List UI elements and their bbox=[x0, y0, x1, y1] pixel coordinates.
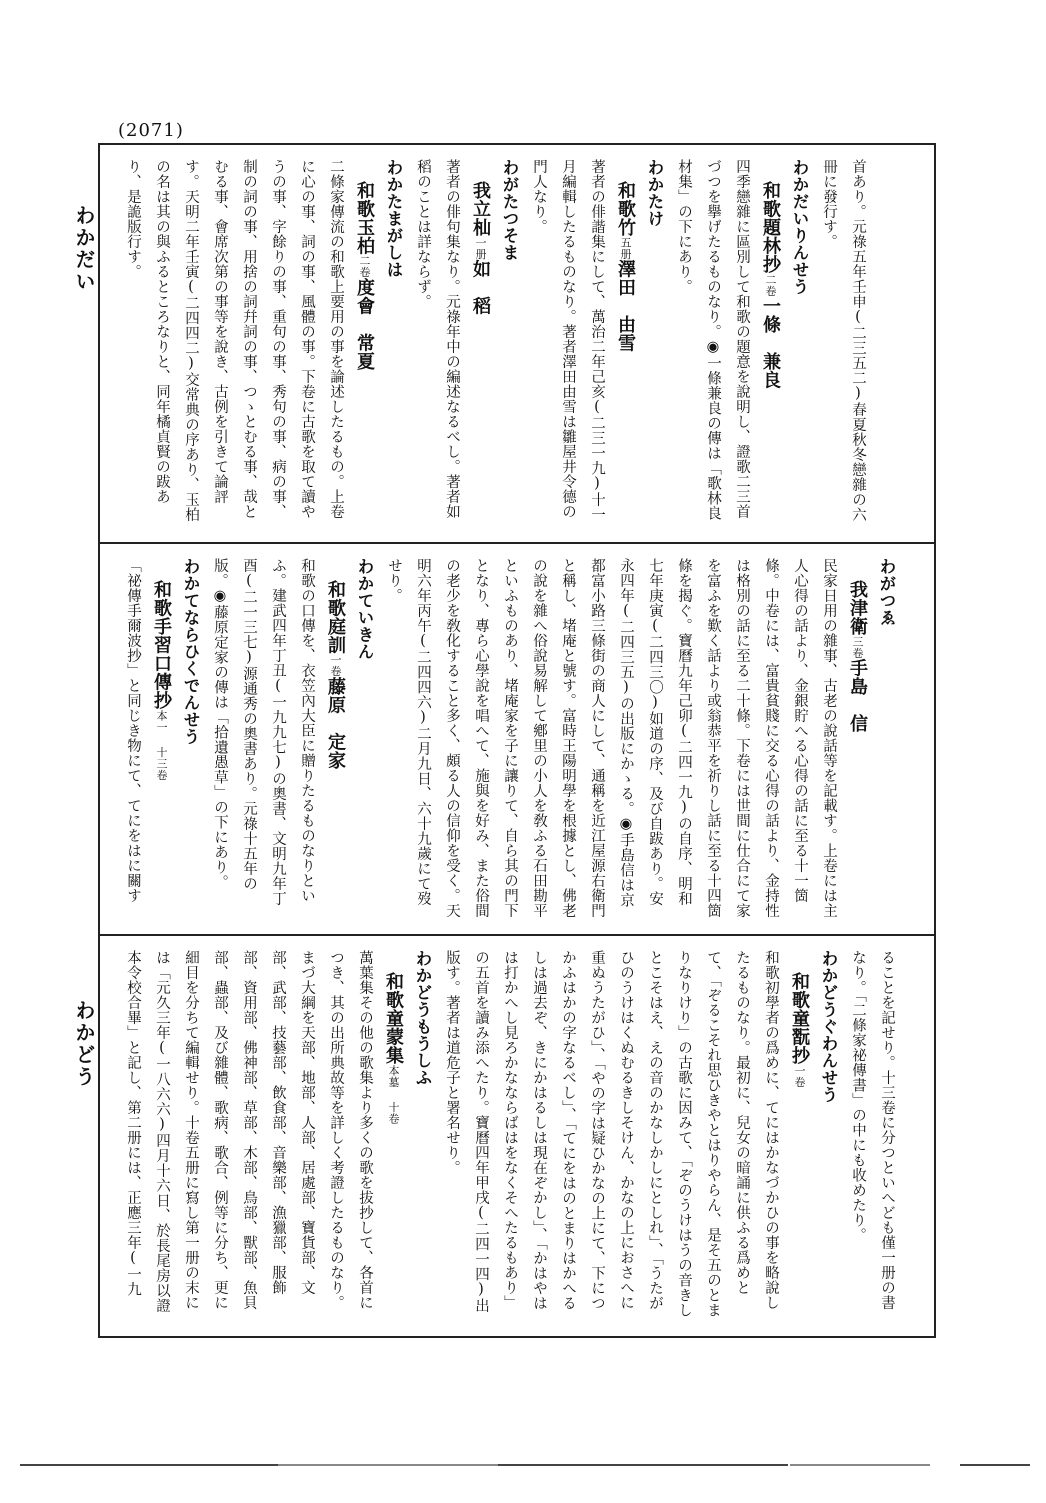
vertical-text-block bbox=[118, 159, 872, 528]
entry-body: 民家日用の雜事、古老の說話等を記載す。上卷には主人心得の話より、金銀貯へる心得の話に至る十一箇條。中卷には、富貴貧賤に交る心得の話より、金持性は格別の話に至る二十條。下卷には世間に仕合にて家を富ふを歎く話より或翁恭平を祈りし話に至る十四箇條を揭ぐ。寶曆九年己卯(二四一九)の自序、明和七年庚寅(二四三〇)如道の序、及び自跋あり。安永四年(二四三五)の出版にかゝる。◉手島信は京都富小路三條街の商人にして、通稱を近江屋源右衛門と稱し、堵庵と號す。富時王陽明學を根據とし、佛老の說を雜へ俗說易解して鄕里の小人を敎ふる石田勘平といふものあり、堵庵家を子に讓りて、自ら其の門下となり、專ら心學說を唱へて、施與を好み、また俗間の老少を敎化すること多く、頗る人の信仰を受く。天明六年丙午(二四四六)二月九日、六十九歲にて歿せり。 bbox=[386, 558, 837, 918]
entry-title-line bbox=[756, 159, 785, 528]
section-3 bbox=[100, 936, 934, 1336]
entry-volumes: 一卷 bbox=[329, 654, 342, 677]
entry-body: 萬葉集その他の歌集より多くの歌を拔抄して、各首につき、其の出所典故等を詳しく考證したるものなり。まづ大綱を天部、地部、人部、居處部、寶貨部、文部、武部、技藝部、飲食部、音樂部、漁獵部、服飾部、資用部、佛神部、草部、木部、鳥部、獸部、魚貝部、蟲部、及び雜體、歌病、歌合、例等に分ち、更に細目を分ちて編輯せり。十卷五册に寫し第一册の末には「元久三年(一八六六)四月十六日、於長尾房以證本令校合畢」と記し、第二册には、正應三年(一九 bbox=[125, 950, 373, 1313]
bottom-rule bbox=[278, 1464, 498, 1466]
entry-volumes: 二卷 bbox=[358, 255, 371, 278]
entry-heading: わかどうもうしふ bbox=[413, 950, 432, 1086]
entry-body: 和歌初學者の爲めに、てにはかなづかひの事を略說したるものなり。最初に、兒女の暗誦に供ふる爲めとて、「ぞるこそれ思ひきやとはりやらん、是そ五のとまりなりけり」の古歌に因みて、「ぞのうけはうの音きしとこそはえ、えの音のかなしかしにとしれ」、「うたがひのうけはくぬむるきしそけん、かなの上におさへに重ぬうたがひ」、「やの字は疑ひかなの上にて、下につかふはかの字なるべし」、「てにをはのとまりはかへるしは過去ぞ、きにかはるしは現在ぞかし」、「かはやはは打かへし見ろかなならばはをなくそへたるもあり」の五首を讀み添へたり。寶曆四年甲戌(二四一四)出版す。著者は道危子と署名せり。 bbox=[444, 950, 779, 1318]
vertical-text-block bbox=[118, 950, 901, 1322]
entry-heading: わかてならひくでんせう bbox=[181, 558, 200, 745]
bottom-rule bbox=[960, 1464, 1030, 1466]
entry-title: 我津衛 bbox=[847, 580, 868, 636]
entry-author: 手島 信 bbox=[847, 658, 868, 733]
entry-title-line bbox=[350, 159, 379, 528]
section-2 bbox=[100, 544, 934, 934]
entry-volumes: 二卷 bbox=[764, 273, 777, 297]
entry-title: 和歌玉柏 bbox=[354, 181, 375, 255]
entry-title-line bbox=[611, 159, 640, 528]
section-1 bbox=[100, 145, 934, 542]
entry-volumes: 本墓 十卷 bbox=[387, 1064, 400, 1124]
entry-title: 我立杣 bbox=[470, 181, 491, 237]
entry-title: 和歌庭訓 bbox=[325, 580, 346, 654]
entry-volumes: 一册 bbox=[474, 236, 487, 260]
bottom-rule bbox=[498, 1464, 788, 1466]
entry-heading: わかていきん bbox=[355, 558, 374, 660]
entry-title-line bbox=[785, 950, 814, 1322]
entry-body: 著者の俳諧集にして、萬治二年己亥(二三一九)十一月編輯したるものなり。著者澤田由雪は雛屋井令德の門人なり。 bbox=[531, 159, 605, 522]
entry-title: 和歌童翫抄 bbox=[789, 972, 810, 1065]
entry-heading: わがたつそま bbox=[500, 159, 519, 261]
entry-title-line bbox=[321, 558, 350, 920]
entry-heading: わかたけ bbox=[645, 159, 664, 227]
entry-title: 和歌題林抄 bbox=[760, 181, 781, 274]
entry-body: 「祕傳手爾波抄」と同じき物にて、てにをはに關す bbox=[125, 558, 141, 903]
entry-author: 澤田 由雪 bbox=[615, 259, 636, 352]
entry-heading: わがつゑ bbox=[877, 558, 896, 626]
entry-title-line bbox=[466, 159, 495, 528]
entry-heading: わかたまがしは bbox=[384, 159, 403, 278]
entry-author: 藤原 定家 bbox=[325, 677, 346, 770]
bottom-rule bbox=[20, 1464, 278, 1466]
running-head-bottom: わかどう bbox=[72, 1000, 96, 1088]
entry-title-line bbox=[147, 558, 176, 920]
entry-volumes: 三卷 bbox=[851, 635, 864, 659]
entry-title: 和歌手習口傳抄 bbox=[151, 580, 172, 710]
entry-volumes: 本一 十三卷 bbox=[155, 709, 168, 781]
continuation-text: ることを記せり。十三卷に分つといへども僅一册の書なり。「二條家祕傳書」の中にも收めたり。 bbox=[850, 950, 895, 1310]
running-head-top: わかだい bbox=[72, 205, 96, 293]
continuation-text: 首あり。元祿五年壬申(二三五二)春夏秋冬戀雜の六冊に發行す。 bbox=[821, 159, 866, 522]
entry-heading: わかどうぐわんせう bbox=[819, 950, 838, 1103]
entry-title-line bbox=[379, 950, 408, 1322]
entry-heading: わかだいりんせう bbox=[790, 159, 809, 295]
page-number: (2071) bbox=[118, 120, 184, 141]
entry-author: 一條 兼良 bbox=[760, 296, 781, 389]
entry-author: 度會 常夏 bbox=[354, 278, 375, 371]
entry-body: 四季戀雜に區別して和歌の題意を說明し、證歌二三首づつを擧げたるものなり。◉一條兼良の傳は「歌林良材集」の下にあり。 bbox=[676, 159, 750, 521]
entry-body: 著者の俳句集なり。元祿年中の編述なるべし。著者如稻のことは詳ならず。 bbox=[415, 159, 460, 519]
entry-body: 和歌の口傳を、衣笠內大臣に贈りたるものなりといふ。建武四年丁丑(一九九七)の奧書、文明九年丁酉(二一三七)源通秀の奧書あり。元祿十五年の版。◉藤原定家の傳は「拾遺愚草」の下にあり。 bbox=[212, 558, 315, 906]
entry-volumes: 五册 bbox=[619, 236, 632, 260]
bottom-rule bbox=[790, 1464, 930, 1466]
entry-body: 二條家傳流の和歌上要用の事を論述したるもの。上卷に心の事、詞の事、風體の事。下卷に古歌を取て讀やうの事、字餘りの事、重句の事、秀句の事、病の事、制の詞の事、用捨の詞幷詞の事、つゝとむる事、哉とむる事、會席次第の事等を說き、古例を引きて論評す。天明二年壬寅(二四四二)交常典の序あり、玉柏の名は其の與ふるところなりと、同年橘貞賢の跋あり、是詭版行す。 bbox=[125, 159, 344, 522]
entry-title: 和歌竹 bbox=[615, 181, 636, 237]
entry-title: 和歌童蒙集 bbox=[383, 972, 404, 1065]
entry-author: 如 稻 bbox=[470, 259, 491, 315]
entry-title-line bbox=[843, 558, 872, 920]
entry-volumes: 一卷 bbox=[793, 1064, 806, 1088]
vertical-text-block bbox=[118, 558, 901, 920]
